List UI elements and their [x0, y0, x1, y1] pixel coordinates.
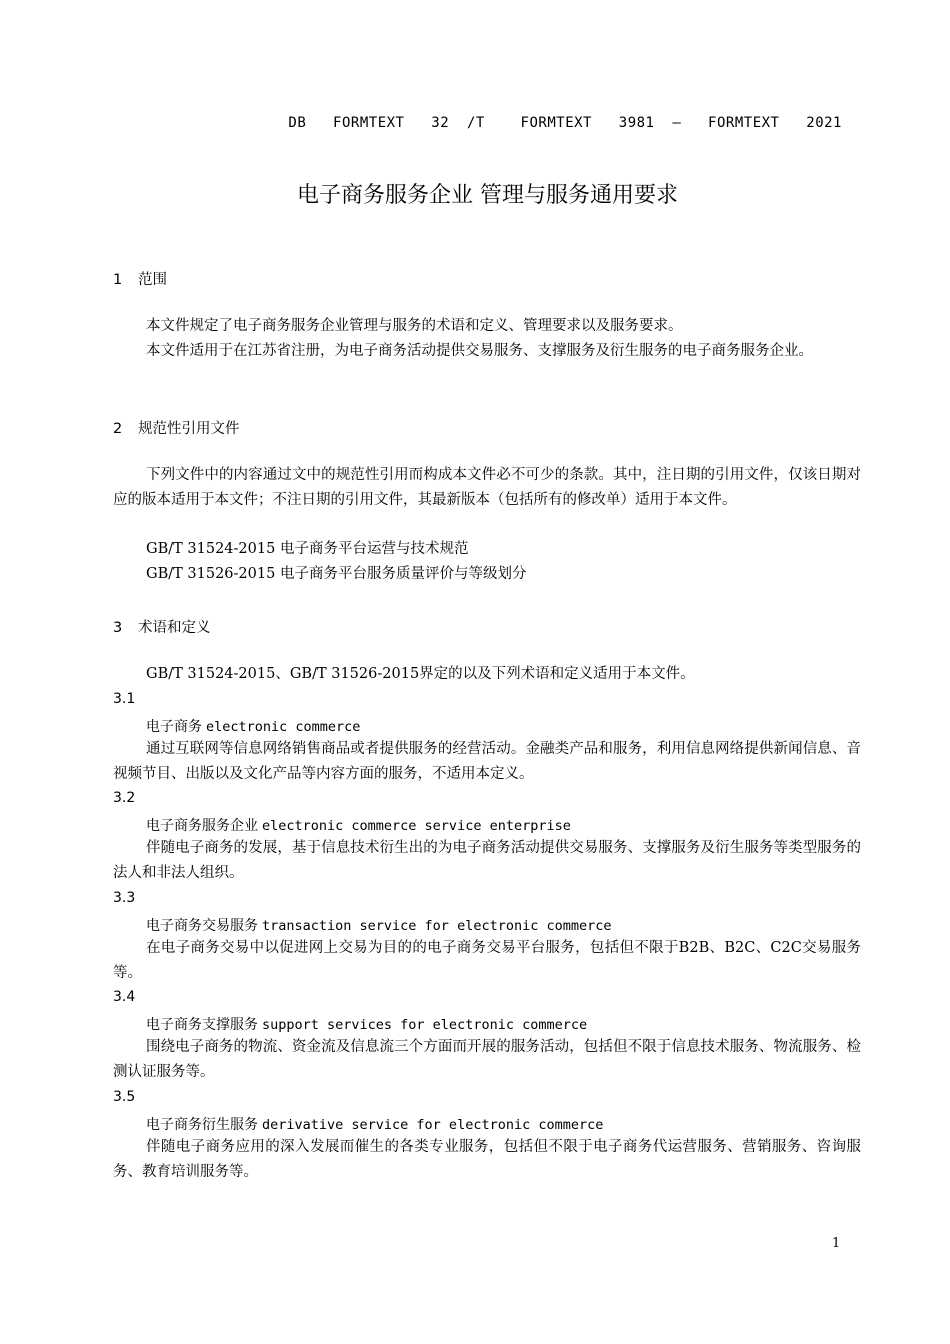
clause-3-5-number: 3.5 [113, 1089, 136, 1105]
term-chinese: 电子商务衍生服务 [146, 1117, 258, 1133]
clause-3-3-definition: 在电子商务交易中以促进网上交易为目的的电子商务交易平台服务，包括但不限于B2B、B2C、C2C交易服务等。 [113, 940, 861, 981]
normative-reference-1: GB/T 31524-2015 电子商务平台运营与技术规范 [146, 541, 469, 557]
section-title: 范围 [138, 272, 167, 288]
section-1-paragraph-1: 本文件规定了电子商务服务企业管理与服务的术语和定义、管理要求以及服务要求。 [146, 318, 683, 334]
normative-reference-2: GB/T 31526-2015 电子商务平台服务质量评价与等级划分 [146, 566, 527, 582]
section-2-heading [113, 417, 240, 438]
term-english: derivative service for electronic commerce [262, 1117, 604, 1133]
clause-3-1-number: 3.1 [113, 691, 136, 707]
clause-3-5-definition: 伴随电子商务应用的深入发展而催生的各类专业服务，包括但不限于电子商务代运营服务、营销服务、咨询服务、教育培训服务等。 [113, 1139, 861, 1180]
clause-3-2-number: 3.2 [113, 790, 136, 806]
clause-3-2-definition: 伴随电子商务的发展，基于信息技术衍生出的为电子商务活动提供交易服务、支撑服务及衍生服务等类型服务的法人和非法人组织。 [113, 840, 861, 881]
clause-3-3-number: 3.3 [113, 890, 136, 906]
section-3-heading [113, 616, 211, 637]
clause-3-2-term [146, 815, 571, 835]
clause-3-4-term [146, 1014, 587, 1034]
clause-3-4-number: 3.4 [113, 989, 136, 1005]
section-title: 术语和定义 [138, 620, 211, 636]
document-title: 电子商务服务企业 管理与服务通用要求 [297, 183, 678, 208]
section-number: 3 [113, 620, 123, 636]
section-title: 规范性引用文件 [138, 421, 240, 437]
term-chinese: 电子商务服务企业 [146, 818, 258, 834]
term-english: support services for electronic commerce [262, 1017, 588, 1033]
section-number: 1 [113, 272, 123, 288]
term-english: transaction service for electronic commerce [262, 918, 612, 934]
clause-3-3-term [146, 915, 612, 935]
section-number: 2 [113, 421, 123, 437]
term-english: electronic commerce [206, 719, 361, 735]
clause-3-1-definition: 通过互联网等信息网络销售商品或者提供服务的经营活动。金融类产品和服务，利用信息网络提供新闻信息、音视频节目、出版以及文化产品等内容方面的服务，不适用本定义。 [113, 741, 861, 782]
term-chinese: 电子商务交易服务 [146, 918, 258, 934]
clause-3-5-term [146, 1114, 603, 1134]
section-1-paragraph-2: 本文件适用于在江苏省注册，为电子商务活动提供交易服务、支撑服务及衍生服务的电子商务服务企业。 [146, 343, 813, 359]
clause-3-1-term [146, 716, 360, 736]
clause-3-4-definition: 围绕电子商务的物流、资金流及信息流三个方面而开展的服务活动，包括但不限于信息技术服务、物流服务、检测认证服务等。 [113, 1039, 861, 1080]
section-2-paragraph: 下列文件中的内容通过文中的规范性引用而构成本文件必不可少的条款。其中，注日期的引用文件，仅该日期对应的版本适用于本文件；不注日期的引用文件，其最新版本（包括所有的修改单）适用于本文件。 [113, 467, 861, 508]
section-1-heading [113, 268, 167, 289]
standard-code-header: DB FORMTEXT 32 /T FORMTEXT 3981 — FORMTEXT 2021 [288, 115, 842, 131]
page-number: 1 [832, 1236, 841, 1251]
term-chinese: 电子商务 [146, 719, 202, 735]
section-3-intro: GB/T 31524-2015、GB/T 31526-2015界定的以及下列术语和定义适用于本文件。 [146, 666, 695, 682]
term-english: electronic commerce service enterprise [262, 818, 571, 834]
term-chinese: 电子商务支撑服务 [146, 1017, 258, 1033]
